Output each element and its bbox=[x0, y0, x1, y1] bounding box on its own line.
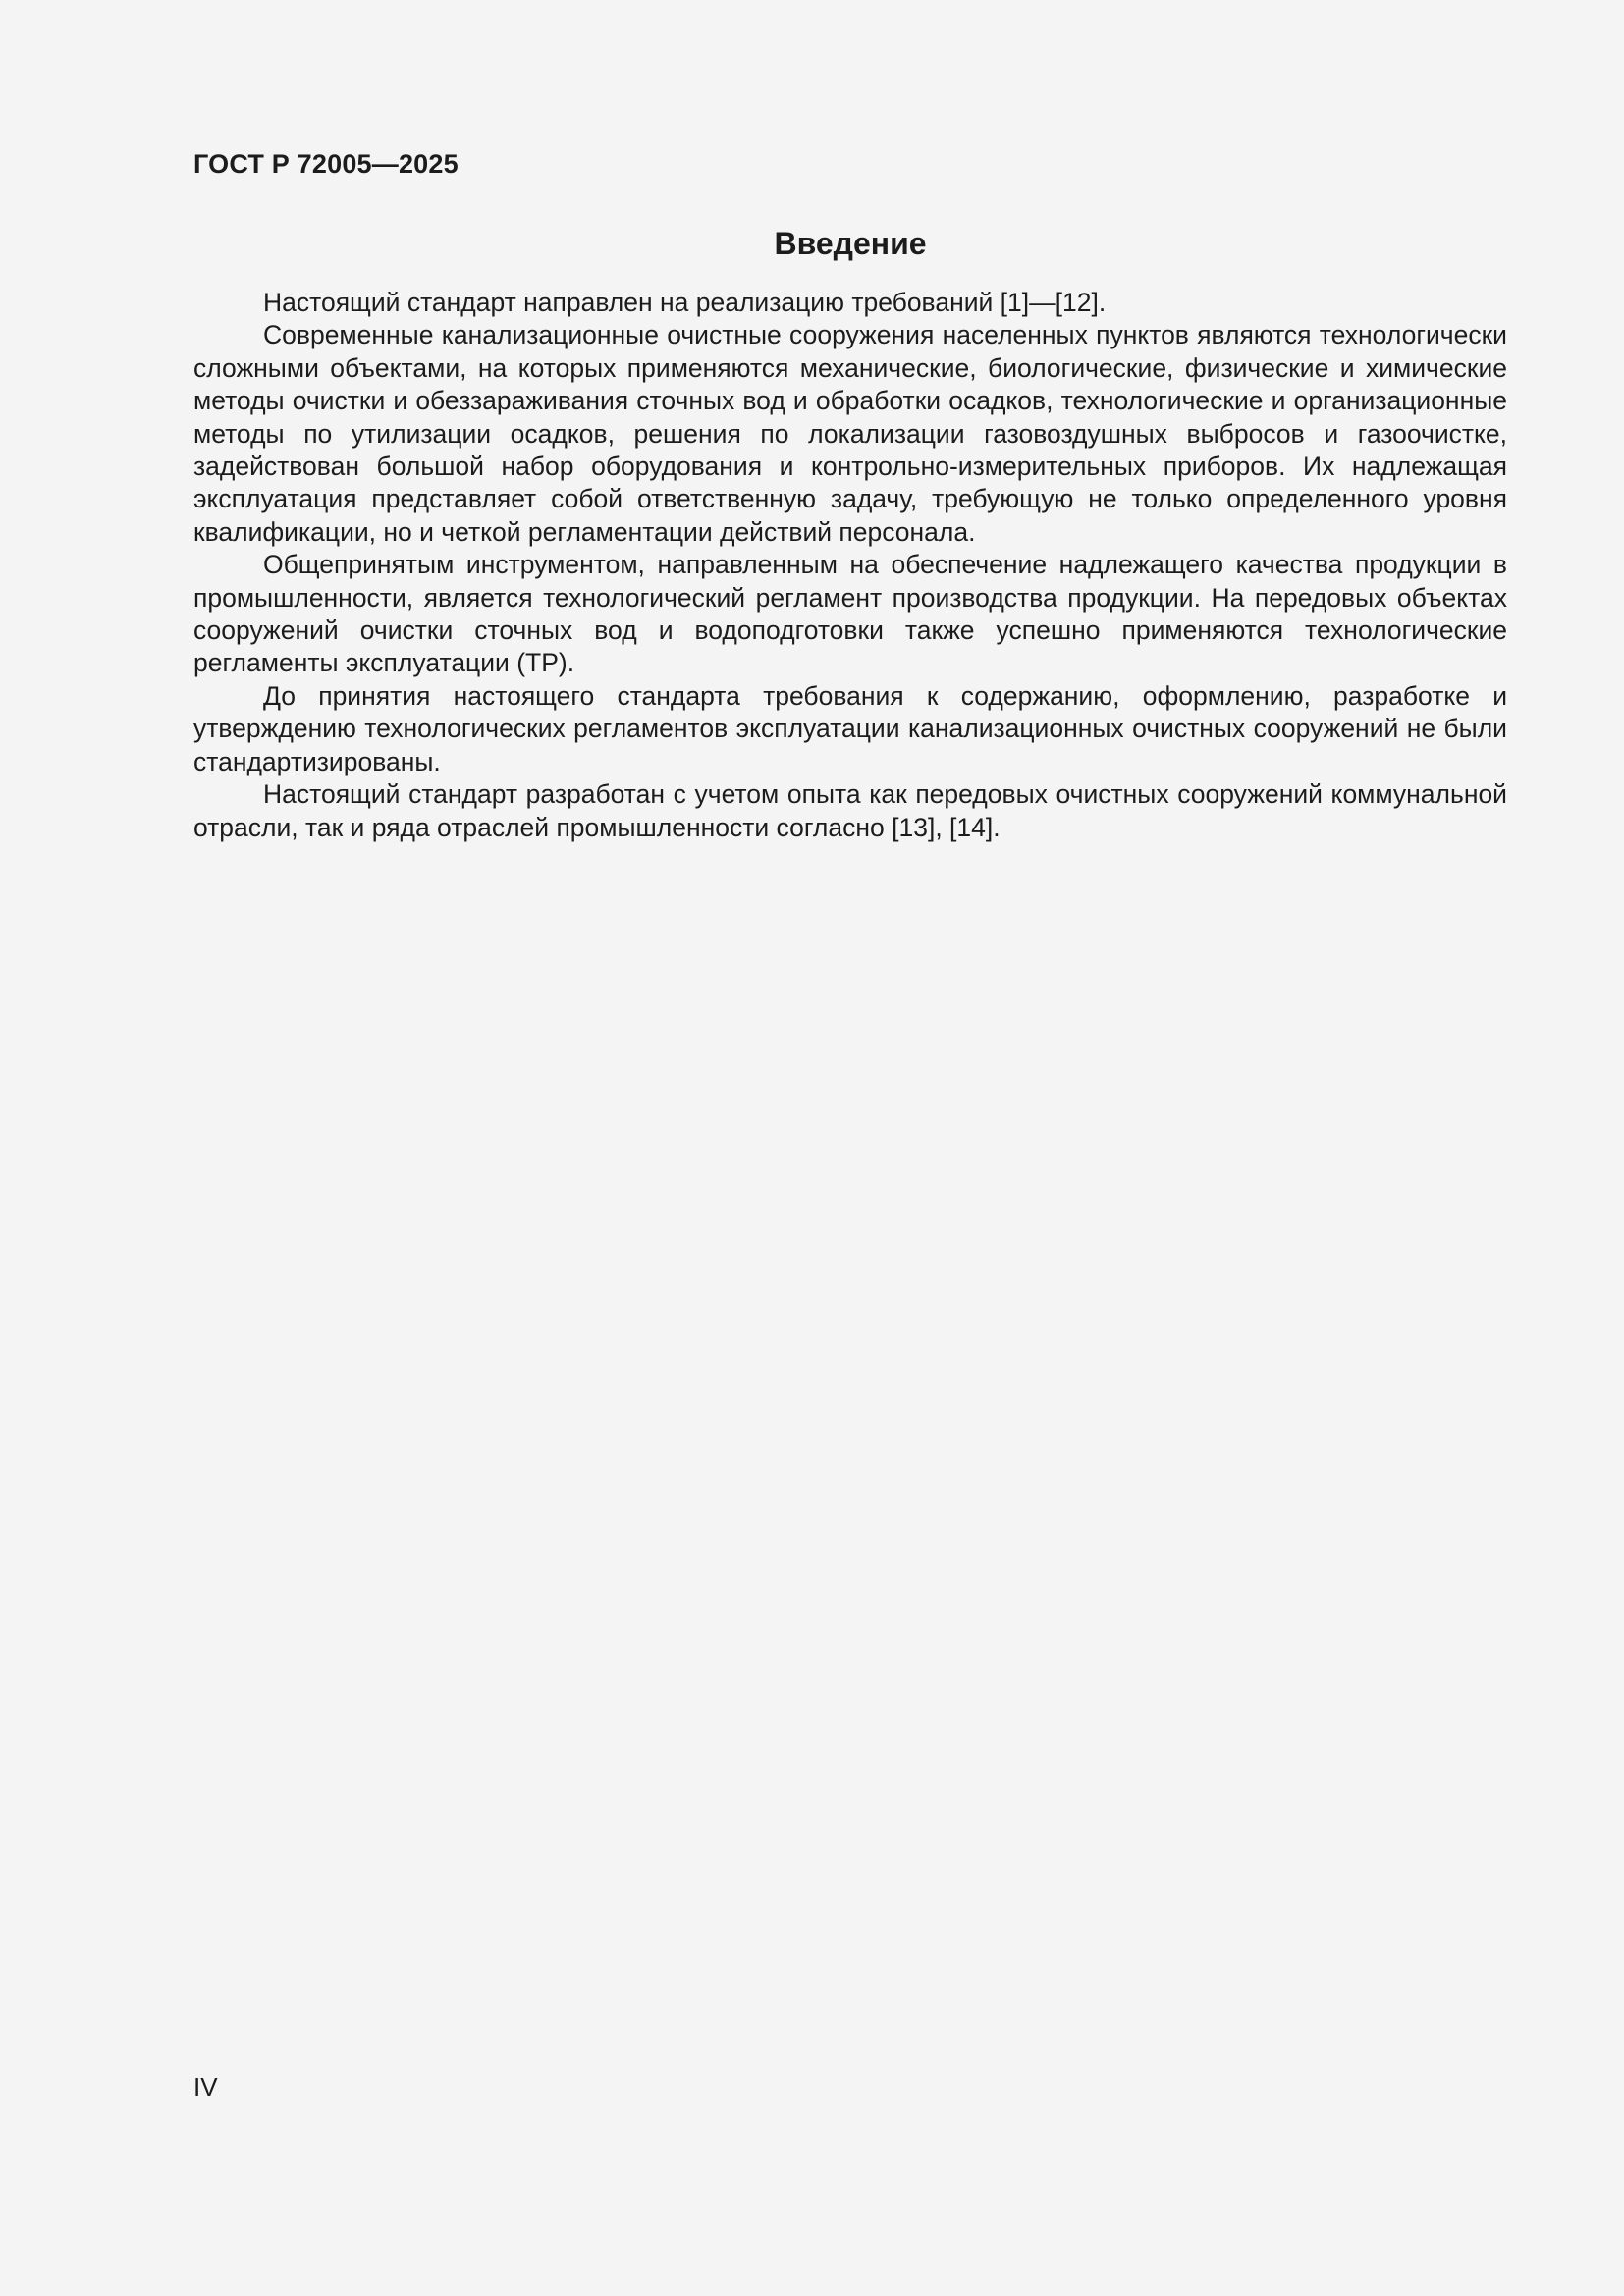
page-number: IV bbox=[193, 2072, 218, 2102]
section-body bbox=[193, 287, 1507, 844]
document-code-header: ГОСТ Р 72005—2025 bbox=[193, 149, 459, 179]
paragraph-4: До принятия настоящего стандарта требования к содержанию, оформлению, разработке и утверждению технологических регламентов эксплуатации канализационных очистных сооружений не были стандартизированы. bbox=[193, 680, 1507, 776]
paragraph-3: Общепринятым инструментом, направленным на обеспечение надлежащего качества продукции в промышленности, является технологический регламент производства продукции. На передовых объектах сооружений очистки сточных вод и водоподготовки также успешно применяются технологические регламенты эксплуатации (ТР). bbox=[193, 550, 1507, 678]
paragraph-5: Настоящий стандарт разработан с учетом опыта как передовых очистных сооружений коммунальной отрасли, так и ряда отраслей промышленности согласно [13], [14]. bbox=[193, 779, 1507, 842]
paragraph-1: Настоящий стандарт направлен на реализацию требований [1]—[12]. bbox=[263, 288, 1107, 317]
paragraph-2: Современные канализационные очистные сооружения населенных пунктов являются технологически сложными объектами, на которых применяются механические, биологические, физические и химические методы очистки и обеззараживания сточных вод и обработки осадков, технологические и организационные методы по утилизации осадков, решения по локализации газовоздушных выбросов и газоочистке, задействован большой набор оборудования и контрольно-измерительных приборов. Их надлежащая эксплуатация представляет собой ответственную задачу, требующую не только определенного уровня квалификации, но и четкой регламентации действий персонала. bbox=[193, 320, 1507, 547]
section-title: Введение bbox=[774, 226, 927, 261]
